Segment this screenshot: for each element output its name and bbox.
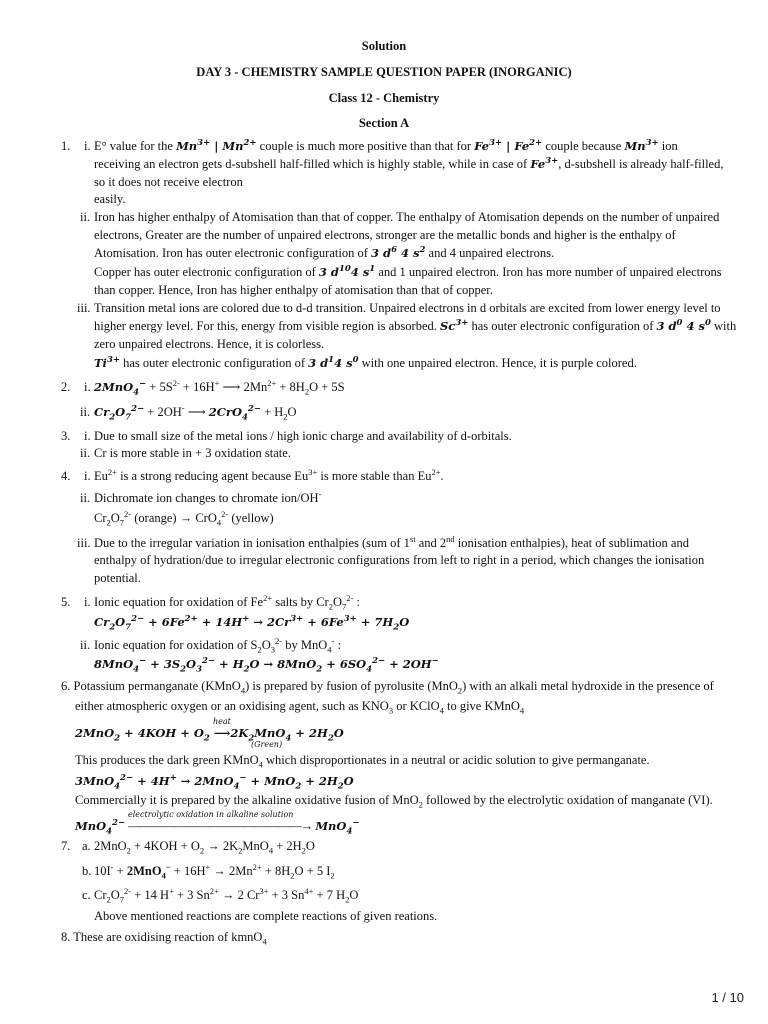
q8-line: 8. These are oxidising reaction of kmnO$_4$: [61, 930, 267, 947]
q5-number: 5.: [61, 595, 71, 609]
q4-iii-line2: enthalpy of hydration/due to irregular electronic configurations from left to right in a period, which changes the ionisation: [94, 553, 705, 567]
q4-ii-line1: Dichromate ion changes to chromate ion/OH-: [94, 488, 322, 505]
q3-number: 3.: [61, 429, 71, 443]
q4-number: 4.: [61, 469, 71, 483]
page-number: 1 / 10: [711, 990, 744, 1005]
q7-a-equation: $2MnO_2 + 4KOH + O_2 \to 2K_2MnO_4 + 2H_2O$: [94, 839, 315, 856]
q5-ii-equation: $8MnO_4^- + 3S_2O_3^{2-} + H_2O \to 8MnO_2 + 6SO_4^{2-} + 2OH^-$: [94, 656, 439, 675]
q1-i-line4: easily.: [94, 192, 126, 206]
q2-ii-equation: $Cr_2O_7^{2-} + 2OH^-$ ⟶ $2CrO_4^{2-} + H_2O$: [94, 402, 297, 423]
q6-line4: Commercially it is prepared by the alkaline oxidative fusion of MnO$_2$ followed by the electrolytic oxidation of manganate (VI).: [75, 793, 713, 810]
q2-i-equation: $2MnO_4^- + 5S^{2-} + 16H^+$ ⟶ $2Mn^{2+} + 8H_2O + 5S$: [94, 377, 345, 398]
q6-line2: either atmospheric oxygen or an oxidising agent, such as $KNO_3$ or KClO$_4$ to give KMnO$_4$: [75, 699, 525, 716]
q6-equation3: MnO$_4^{2-}$ ———————————————→ MnO$_4$−: [75, 818, 360, 837]
q4-ii-label: ii.: [80, 491, 91, 505]
q1-i-line1: E° value for the $Mn^{3+}$ | $Mn^{2+}$ couple is much more positive than that for $Fe^{3+}$ | $Fe^{2+}$ couple because $Mn^{3+}$ ion: [94, 138, 678, 153]
q4-iii-label: iii.: [77, 536, 91, 550]
q6-line3: This produces the dark green KMnO$_4$ which disproportionates in a neutral or acidic solution to give permanganate.: [75, 753, 650, 770]
q6-green-label: (Green): [251, 740, 283, 749]
q4-iii-line1: Due to the irregular variation in ionisation enthalpies (sum of 1st and 2nd ionisation enthalpies), heat of sublimation and: [94, 533, 689, 550]
q1-ii-line4: Copper has outer electronic configuration of 3 $d^{10}4$ $s^1$ and 1 unpaired electron. Iron has more number of unpaired electrons: [94, 264, 722, 279]
q3-ii-label: ii.: [80, 446, 91, 460]
q7-c-label: c.: [82, 888, 91, 902]
q5-i-text: Ionic equation for oxidation of $Fe^{2+}$ salts by $Cr_2O_7^{2-}$ :: [94, 592, 360, 612]
q2-ii-label: ii.: [80, 405, 91, 419]
q1-iii-line1: Transition metal ions are colored due to d-d transition. Unpaired electrons in d orbitals are excited from lower energy level to: [94, 301, 721, 315]
q4-i-text: $Eu^{2+}$ is a strong reducing agent because $Eu^{3+}$ is more stable than $Eu^{2+}$.: [94, 466, 444, 483]
q4-iii-line3: potential.: [94, 571, 141, 585]
q4-i-label: i.: [84, 469, 91, 483]
q1-number: 1.: [61, 139, 71, 153]
q5-ii-label: ii.: [80, 638, 91, 652]
q3-i-label: i.: [84, 429, 91, 443]
q1-ii-line3: Atomisation. Iron has outer electronic configuration of 3 $d^6$ 4 $s^2$ and 4 unpaired electrons.: [94, 245, 555, 260]
q7-c-equation: $Cr_2O_7^{2-} + 14$ H+ + 3 $Sn^{2+} \to 2$ $Cr^{3+} + 3$ $Sn^{4+} + 7$ $H_2O$: [94, 885, 359, 905]
q1-ii-line2: electrons, Greater are the number of unpaired electrons, stronger are the metallic bonds and higher is the enthalpy of: [94, 228, 676, 242]
q1-ii-label: ii.: [80, 210, 91, 224]
q3-i-text: Due to small size of the metal ions / high ionic charge and availability of d-orbitals.: [94, 429, 512, 443]
q5-ii-text: Ionic equation for oxidation of $S_2O_3^{2-}$ by MnO$_4$- :: [94, 635, 341, 655]
q3-ii-text: Cr is more stable in + 3 oxidation state.: [94, 446, 291, 460]
class-heading: Class 12 - Chemistry: [328, 91, 440, 105]
q2-i-label: i.: [84, 380, 91, 394]
q6-line1: 6. Potassium permanganate (KMnO$_4$) is prepared by fusion of pyrolusite (MnO$_2$) with an alkali metal hydroxide in the presence of: [61, 679, 714, 696]
q2-number: 2.: [61, 380, 71, 394]
q5-i-equation: $Cr_2O_7^{2-} + 6Fe^{2+} + 14H^+ \to 2Cr^{3+} + 6Fe^{3+} + 7H_2O$: [94, 614, 410, 633]
page-title: DAY 3 - CHEMISTRY SAMPLE QUESTION PAPER (INORGANIC): [196, 65, 572, 79]
q1-i-line2: receiving an electron gets d-subshell half-filled which is highly stable, while in case of $Fe^{3+}$, d-subshell is already half-filled,: [94, 156, 724, 171]
q4-ii-line2: $Cr_2O_7^{2-}$ (orange) → CrO$_4^{2-}$ (yellow): [94, 508, 274, 528]
q1-iii-line4: $Ti^{3+}$ has outer electronic configuration of 3 $d^14$ $s^0$ with one unpaired electron. Hence, it is purple colored.: [94, 355, 637, 370]
section-heading: Section A: [358, 116, 410, 130]
q6-equation1: $2MnO_2 + 4KOH + O_2$ $⟶2K_2MnO_4 + 2H_2O$: [75, 726, 344, 744]
q6-equation2: $3MnO_4^{2-} + 4H^+ \to 2MnO_4^- + MnO_2 + 2H_2O$: [75, 773, 354, 792]
q6-heat-label: heat: [213, 717, 231, 726]
q1-iii-line2: higher energy level. For this, energy from visible region is absorbed. $Sc^{3+}$ has outer electronic configuration of 3 $d^0$ 4 $s^0$ with: [94, 318, 737, 333]
q6-electrolytic-label: electrolytic oxidation in alkaline solution: [128, 810, 294, 819]
q1-ii-line1: Iron has higher enthalpy of Atomisation than that of copper. The enthalpy of Atomisation depends on the number of unpaired: [94, 210, 720, 224]
q7-a-label: a.: [82, 839, 91, 853]
q1-iii-label: iii.: [77, 301, 91, 315]
q5-i-label: i.: [84, 595, 91, 609]
solution-heading: Solution: [361, 39, 407, 53]
q7-note: Above mentioned reactions are complete reactions of given reations.: [94, 909, 438, 923]
q7-b-label: b.: [82, 864, 92, 878]
q1-iii-line3: zero unpaired electrons. Hence, it is colorless.: [94, 337, 325, 351]
q1-i-label: i.: [84, 139, 91, 153]
q1-i-line3: so it does not receive electron: [94, 175, 243, 189]
q1-ii-line5: than copper. Hence, Iron has higher enthalpy of atomisation than that of copper.: [94, 283, 493, 297]
q7-b-equation: $10I^- + 2MnO_4^- + 16H^+ \to 2Mn^{2+} + 8H_2O + 5$ $I_2$: [94, 861, 335, 881]
q7-number: 7.: [61, 839, 71, 853]
